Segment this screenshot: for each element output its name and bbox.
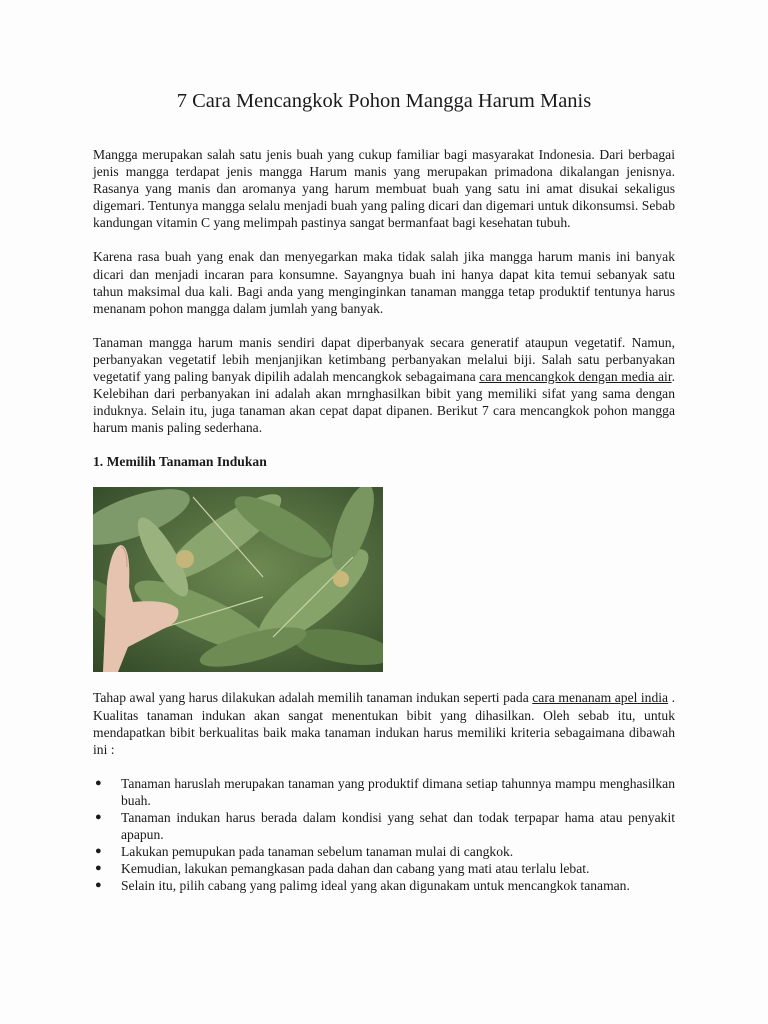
list-item-text: Tanaman indukan harus berada dalam kondisi yang sehat dan todak terpapar hama atau penyakit apapun. — [121, 809, 675, 843]
bullet-icon: ● — [95, 862, 102, 875]
list-item-text: Tanaman haruslah merupakan tanaman yang produktif dimana setiap tahunnya mampu menghasilkan buah. — [121, 775, 675, 808]
link-cara-mencangkok-media-air[interactable]: cara mencangkok dengan media air — [479, 369, 672, 385]
bullet-icon: ● — [95, 879, 102, 892]
list-item-text: Lakukan pemupukan pada tanaman sebelum tanaman mulai di cangkok. — [121, 844, 514, 860]
list-item — [93, 775, 675, 809]
list-item — [93, 809, 675, 843]
paragraph-consumers: Karena rasa buah yang enak dan menyegarkan maka tidak salah jika mangga harum manis ini banyak dicari dan menjadi incaran para konsumne. Sayangnya buah ini hanya dapat kita temui sebanyak satu tahun maksimal dua kali. Bagi anda yang menginginkan tanaman mangga tetap produktif tentunya harus menanam pohon mangga dalam jumlah yang banyak. — [93, 249, 675, 316]
paragraph-intro: Mangga merupakan salah satu jenis buah yang cukup familiar bagi masyarakat Indonesia. Dari berbagai jenis mangga terdapat jenis mangga Harum manis yang merupakan primadona dikalangan jenisnya. Rasanya yang manis dan aromanya yang harum membuat buah yang satu ini amat disukai sekaligus digemari. Tentunya mangga selalu menjadi buah yang paling dicari dan digemari untuk dikonsumsi. Sebab kandungan vitamin C yang melimpah pastinya sangat bermanfaat bagi kesehatan tubuh. — [93, 147, 675, 231]
paragraph-indukan-text-before: Tahap awal yang harus dilakukan adalah memilih tanaman indukan seperti pada — [93, 690, 533, 706]
section-heading-memilih-tanaman-indukan: 1. Memilih Tanaman Indukan — [93, 454, 267, 470]
link-cara-menanam-apel-india[interactable]: cara menanam apel india — [532, 690, 669, 706]
paragraph-propagation-text-before: Tanaman mangga harum manis sendiri dapat diperbanyak secara generatif ataupun vegetatif. Namun, perbanyakan vegetatif lebih menjanjikan ketimbang perbanyakan melalui biji. Salah satu perbanyakan vegetatif yang paling banyak dipilih adalah mencangkok sebagaimana — [93, 334, 675, 385]
paragraph-propagation-text-after: . Kelebihan dari perbanyakan ini adalah akan mrnghasilkan bibit yang memiliki sifat yang sama dengan induknya. Selain itu, juga tanaman akan cepat dapat dipanen. Berikut 7 cara mencangkok pohon mangga harum manis paling sederhana. — [93, 369, 675, 436]
list-item-text: Kemudian, lakukan pemangkasan pada dahan dan cabang yang mati atau terlalu lebat. — [121, 861, 590, 877]
mango-leaves-photo — [93, 487, 383, 672]
list-item-text: Selain itu, pilih cabang yang palimg ideal yang akan digunakam untuk mencangkok tanaman. — [121, 878, 630, 894]
list-item — [93, 877, 675, 894]
list-item — [93, 843, 675, 860]
document-title: 7 Cara Mencangkok Pohon Mangga Harum Manis — [176, 90, 592, 112]
bullet-icon: ● — [95, 845, 102, 858]
paragraph-indukan — [93, 689, 675, 757]
paragraph-indukan-text-after: . Kualitas tanaman indukan akan sangat menentukan bibit yang dihasilkan. Oleh sebab itu, untuk mendapatkan bibit berkualitas baik maka tanaman indukan harus memiliki kriteria sebagaimana dibawah ini : — [93, 690, 676, 757]
criteria-list — [93, 775, 675, 895]
list-item — [93, 860, 675, 877]
paragraph-propagation — [93, 334, 675, 437]
bullet-icon: ● — [95, 776, 102, 789]
bullet-icon: ● — [95, 810, 102, 823]
document-body — [93, 146, 675, 894]
